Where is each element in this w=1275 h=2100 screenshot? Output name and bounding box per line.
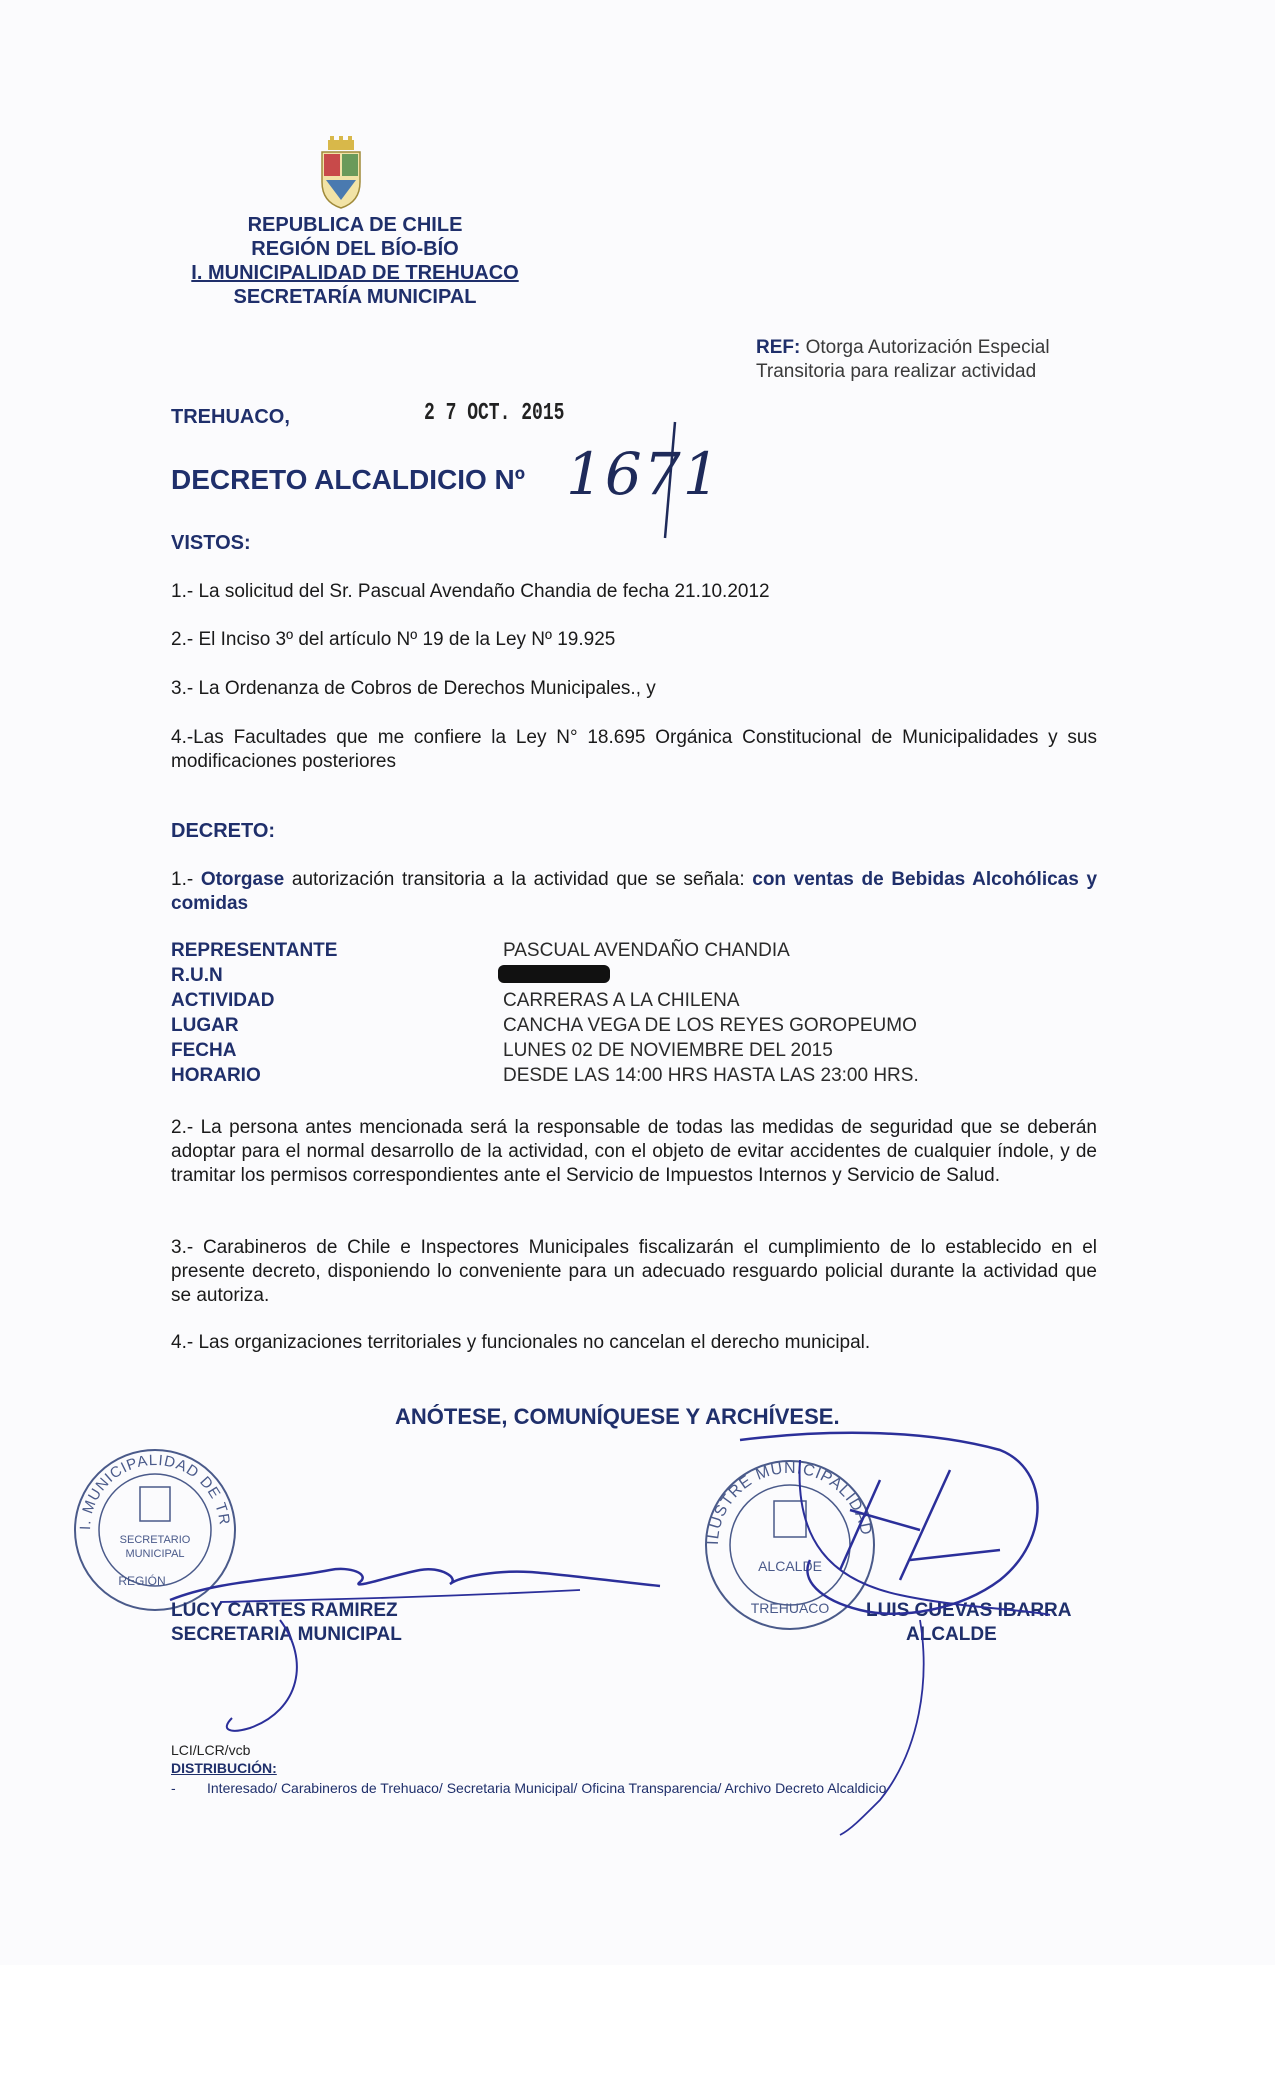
decreto-item-1-prefix: 1.- <box>171 869 194 890</box>
detail-label-actividad: ACTIVIDAD <box>171 990 275 1011</box>
secretary-signature <box>160 1540 720 1740</box>
header-municipality: I. MUNICIPALIDAD DE TREHUACO <box>191 262 519 284</box>
run-redaction <box>498 965 610 983</box>
detail-label-representante: REPRESENTANTE <box>171 940 338 961</box>
decree-number-underline <box>660 420 680 540</box>
decreto-item-1 <box>171 868 1097 916</box>
decreto-item-1-text: autorización transitoria a la actividad que se señala: <box>291 869 745 890</box>
date-stamp: 2 7 OCT. 2015 <box>424 400 565 427</box>
header-department: SECRETARÍA MUNICIPAL <box>233 286 477 308</box>
detail-label-horario: HORARIO <box>171 1065 261 1086</box>
place-label: TREHUACO, <box>171 406 290 428</box>
header-country: REPUBLICA DE CHILE <box>247 214 463 236</box>
mayor-signature <box>700 1420 1060 1840</box>
detail-value-fecha: LUNES 02 DE NOVIEMBRE DEL 2015 <box>503 1040 833 1061</box>
header-region: REGIÓN DEL BÍO-BÍO <box>251 238 459 260</box>
left-stamp-bottom-text: REGIÓN <box>118 1574 166 1588</box>
decreto-item-1-verb: Otorgase <box>200 869 285 890</box>
ref-block <box>756 336 1096 384</box>
decreto-item-2: 2.- La persona antes mencionada será la responsable de todas las medidas de seguridad que se deberán adoptar para el normal desarrollo de la actividad, con el objeto de evitar accidentes de cualquier índole, y de tramitar los permisos correspondientes ante el Servicio de Impuestos Internos y Servicio de Salud. <box>171 1117 1097 1186</box>
right-stamp-bottom-text: TREHUACO <box>750 1600 830 1616</box>
detail-label-lugar: LUGAR <box>171 1015 239 1036</box>
secretary-name: LUCY CARTES RAMIREZ <box>171 1600 398 1621</box>
decreto-item-1-emphasis: con ventas de Bebidas Alcohólicas y comidas <box>171 869 1098 914</box>
vistos-item-1: 1.- La solicitud del Sr. Pascual Avendaño Chandia de fecha 21.10.2012 <box>171 581 770 602</box>
decreto-heading: DECRETO: <box>171 820 276 842</box>
right-stamp-ring-text: ILUSTRE MUNICIPALIDAD <box>704 1459 875 1546</box>
distribution-list: Interesado/ Carabineros de Trehuaco/ Secretaria Municipal/ Oficina Transparencia/ Archivo Decreto Alcaldicio <box>207 1780 887 1796</box>
detail-value-actividad: CARRERAS A LA CHILENA <box>503 990 740 1011</box>
decree-number-handwritten: 1671 <box>566 440 722 508</box>
right-stamp-center: ALCALDE <box>758 1558 822 1574</box>
vistos-item-4: 4.-Las Facultades que me confiere la Ley N° 18.695 Orgánica Constitucional de Municipalidades y sus modificaciones posteriores <box>171 727 1097 772</box>
decreto-item-4: 4.- Las organizaciones territoriales y funcionales no cancelan el derecho municipal. <box>171 1332 871 1353</box>
secretary-title: SECRETARIA MUNICIPAL <box>171 1624 402 1645</box>
left-stamp-ring-text: I. MUNICIPALIDAD DE TREHUACO <box>63 1432 234 1531</box>
detail-label-fecha: FECHA <box>171 1040 237 1061</box>
ref-label: REF: <box>756 337 801 358</box>
decreto-item-3: 3.- Carabineros de Chile e Inspectores Municipales fiscalizarán el cumplimiento de lo establecido en el presente decreto, disponiendo lo conveniente para un adecuado resguardo policial durante la actividad que se autoriza. <box>171 1237 1097 1306</box>
distribution-heading: DISTRIBUCIÓN: <box>171 1760 277 1776</box>
mayor-name: LUIS CUEVAS IBARRA <box>866 1600 1072 1621</box>
decree-title: DECRETO ALCALDICIO Nº <box>171 464 526 495</box>
vistos-item-3: 3.- La Ordenanza de Cobros de Derechos Municipales., y <box>171 678 656 699</box>
detail-label-run: R.U.N <box>171 965 223 986</box>
detail-value-lugar: CANCHA VEGA DE LOS REYES GOROPEUMO <box>503 1015 917 1036</box>
vistos-item-2: 2.- El Inciso 3º del artículo Nº 19 de la Ley Nº 19.925 <box>171 629 616 650</box>
svg-text:I. MUNICIPALIDAD DE TREHUACO <box>64 1432 233 1530</box>
ref-line-2: Transitoria para realizar actividad <box>756 361 1037 382</box>
closing-formula: ANÓTESE, COMUNÍQUESE Y ARCHÍVESE. <box>395 1404 840 1429</box>
coat-of-arms-icon <box>318 140 364 208</box>
mayor-title: ALCALDE <box>906 1624 997 1645</box>
detail-value-representante: PASCUAL AVENDAÑO CHANDIA <box>503 940 790 961</box>
ref-line-1: Otorga Autorización Especial <box>805 337 1050 358</box>
detail-value-horario: DESDE LAS 14:00 HRS HASTA LAS 23:00 HRS. <box>503 1065 919 1086</box>
left-stamp-center-2: MUNICIPAL <box>125 1548 185 1560</box>
footer-initials: LCI/LCR/vcb <box>171 1742 251 1758</box>
left-stamp-center-1: SECRETARIO <box>119 1534 191 1546</box>
distribution-bullet: - <box>171 1780 176 1796</box>
vistos-heading: VISTOS: <box>171 532 251 554</box>
